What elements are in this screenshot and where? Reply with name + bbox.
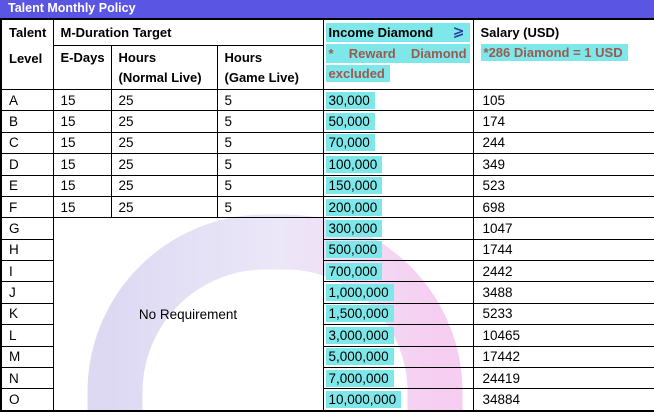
e-days-cell: 15 (53, 132, 111, 153)
income-value: 700,000 (326, 263, 383, 280)
income-value: 30,000 (326, 92, 375, 109)
income-cell (323, 303, 473, 324)
salary-cell: 5233 (473, 303, 654, 324)
level-cell: D (1, 154, 53, 175)
income-cell (323, 346, 473, 367)
policy-table (0, 18, 654, 412)
hours-game-cell: 5 (217, 111, 323, 132)
hours-normal-cell: 25 (111, 175, 217, 196)
no-requirement-cell: No Requirement (53, 218, 323, 411)
income-value: 150,000 (326, 177, 383, 194)
level-cell: N (1, 367, 53, 388)
hours-normal-live-header: Hours (Normal Live) (111, 46, 217, 90)
hours-normal-cell: 25 (111, 154, 217, 175)
income-header-label: Income Diamond (328, 25, 434, 40)
income-cell (323, 175, 473, 196)
salary-header (473, 19, 654, 90)
table-row (1, 111, 654, 132)
salary-cell: 17442 (473, 346, 654, 367)
income-value: 300,000 (326, 220, 383, 237)
salary-cell: 10465 (473, 325, 654, 346)
income-cell (323, 261, 473, 282)
hours-game-cell: 5 (217, 196, 323, 217)
income-value: 5,000,000 (326, 348, 394, 365)
income-header-line (326, 23, 470, 42)
income-value: 10,000,000 (326, 391, 402, 408)
level-cell: K (1, 303, 53, 324)
hours-normal-cell: 25 (111, 111, 217, 132)
income-cell (323, 90, 473, 111)
income-note-line2-wrap (326, 66, 470, 81)
talent-header-line2: Level (9, 51, 43, 66)
income-cell (323, 132, 473, 153)
hours-normal-cell: 25 (111, 132, 217, 153)
income-value: 1,500,000 (326, 305, 394, 322)
table-row (1, 196, 654, 217)
income-cell (323, 239, 473, 260)
income-value: 100,000 (326, 156, 383, 173)
salary-cell: 174 (473, 111, 654, 132)
hours-normal-cell: 25 (111, 196, 217, 217)
income-value: 50,000 (326, 113, 375, 130)
income-value: 7,000,000 (326, 370, 394, 387)
e-days-cell: 15 (53, 154, 111, 175)
salary-cell: 3488 (473, 282, 654, 303)
e-days-cell: 15 (53, 111, 111, 132)
income-cell (323, 196, 473, 217)
level-cell: G (1, 218, 53, 239)
hours-normal-cell: 25 (111, 90, 217, 111)
table-row (1, 90, 654, 111)
salary-cell: 24419 (473, 367, 654, 388)
income-note-line2: excluded (326, 65, 390, 82)
income-diamond-header (323, 19, 473, 90)
income-value: 70,000 (326, 134, 375, 151)
level-cell: O (1, 389, 53, 411)
hours-game-live-header: Hours (Game Live) (217, 46, 323, 90)
level-cell: I (1, 261, 53, 282)
income-cell (323, 282, 473, 303)
talent-level-header (1, 19, 53, 90)
hours-game-cell: 5 (217, 154, 323, 175)
salary-note: *286 Diamond = 1 USD (481, 44, 628, 61)
income-value: 3,000,000 (326, 327, 394, 344)
level-cell: L (1, 325, 53, 346)
level-cell: E (1, 175, 53, 196)
level-cell: C (1, 132, 53, 153)
e-days-cell: 15 (53, 175, 111, 196)
level-cell: J (1, 282, 53, 303)
hours-game-cell: 5 (217, 175, 323, 196)
e-days-header: E-Days (53, 46, 111, 90)
income-cell (323, 367, 473, 388)
hours-game-cell: 5 (217, 132, 323, 153)
e-days-cell: 15 (53, 90, 111, 111)
level-cell: A (1, 90, 53, 111)
salary-cell: 1744 (473, 239, 654, 260)
table-row (1, 154, 654, 175)
salary-cell: 1047 (473, 218, 654, 239)
income-cell (323, 389, 473, 411)
talent-header-line1: Talent (9, 25, 47, 40)
salary-note-wrap (481, 45, 650, 60)
salary-cell: 698 (473, 196, 654, 217)
salary-cell: 105 (473, 90, 654, 111)
level-cell: M (1, 346, 53, 367)
greater-equal-icon: ⩾ (452, 24, 465, 40)
m-duration-target-header: M-Duration Target (53, 19, 323, 46)
table-row (1, 175, 654, 196)
hours-game-cell: 5 (217, 90, 323, 111)
table-row (1, 218, 654, 239)
salary-cell: 349 (473, 154, 654, 175)
salary-cell: 244 (473, 132, 654, 153)
income-cell (323, 325, 473, 346)
level-cell: B (1, 111, 53, 132)
income-cell (323, 218, 473, 239)
income-note-line1: * Reward Diamond (326, 44, 470, 63)
level-cell: F (1, 196, 53, 217)
salary-cell: 2442 (473, 261, 654, 282)
income-cell (323, 154, 473, 175)
table-row (1, 132, 654, 153)
level-cell: H (1, 239, 53, 260)
income-value: 200,000 (326, 199, 383, 216)
salary-cell: 523 (473, 175, 654, 196)
e-days-cell: 15 (53, 196, 111, 217)
salary-header-label: Salary (USD) (480, 25, 560, 40)
income-value: 1,000,000 (326, 284, 394, 301)
salary-cell: 34884 (473, 389, 654, 411)
page-title: Talent Monthly Policy (0, 0, 654, 18)
income-cell (323, 111, 473, 132)
income-value: 500,000 (326, 241, 383, 258)
